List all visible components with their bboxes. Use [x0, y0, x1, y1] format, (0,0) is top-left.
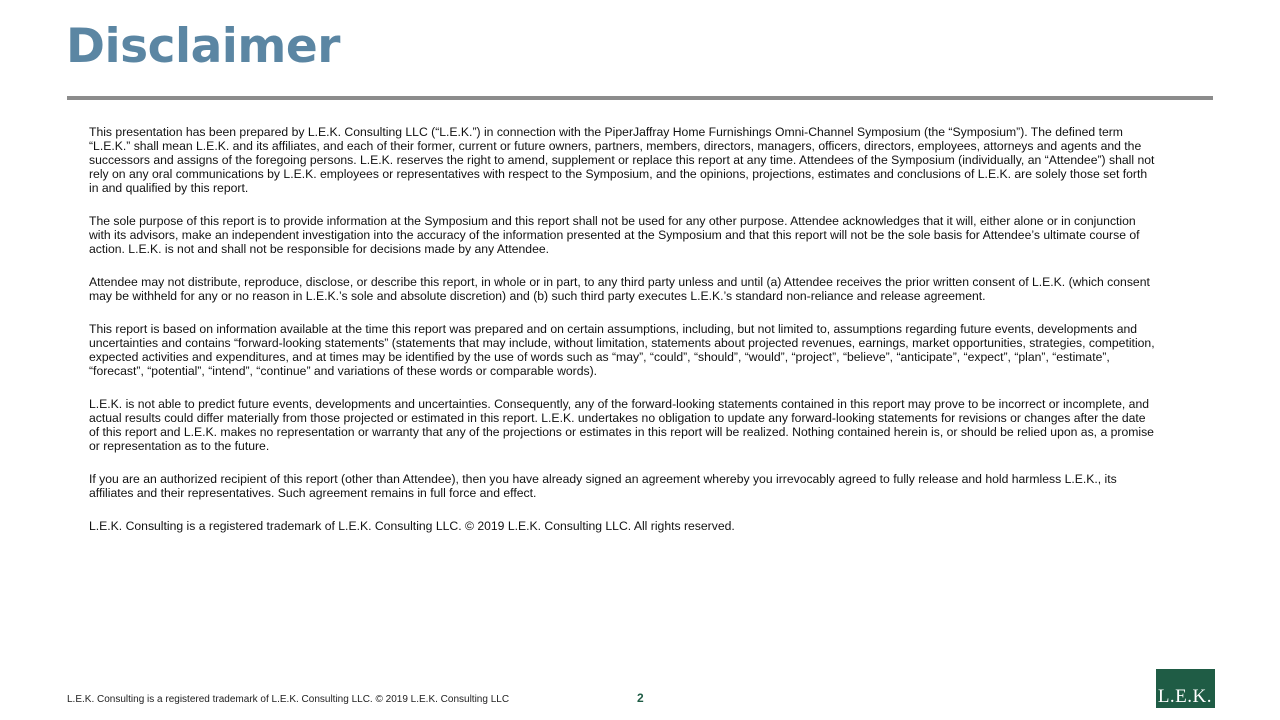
footer-trademark: L.E.K. Consulting is a registered trademark of L.E.K. Consulting LLC. © 2019 L.E.K. Consulting LLC — [67, 694, 510, 705]
disclaimer-paragraph: The sole purpose of this report is to provide information at the Symposium and this report shall not be used for any other purpose. Attendee acknowledges that it will, either alone or in conjunction with its advisors, make an independent investigation into the accuracy of the information presented at the Symposium and that this report will not be the sole basis for Attendee’s ultimate course of action. L.E.K. is not and shall not be responsible for decisions made by any Attendee. — [89, 214, 1140, 256]
disclaimer-paragraph: L.E.K. is not able to predict future events, developments and uncertainties. Consequently, any of the forward-looking statements contained in this report may prove to be incorrect or incomplete, and actual results could differ materially from those projected or estimated in this report. L.E.K. undertakes no obligation to update any forward-looking statements for revisions or changes after the date of this report and L.E.K. makes no representation or warranty that any of the projections or estimates in this report will be realized. Nothing contained herein is, or should be relied upon as, a promise or representation as to the future. — [89, 397, 1154, 453]
disclaimer-paragraph: This report is based on information available at the time this report was prepared and on certain assumptions, including, but not limited to, assumptions regarding future events, developments and uncertainties and contains “forward-looking statements” (statements that may include, without limitation, statements about projected revenues, earnings, market opportunities, strategies, competition, expected activities and expenditures, and at times may be identified by the use of words such as “may”, “could”, “should”, “would”, “project”, “believe”, “anticipate”, “expect”, “plan”, “estimate”, “forecast”, “potential”, “intend”, “continue” and variations of these words or comparable words). — [89, 322, 1155, 378]
disclaimer-paragraph: Attendee may not distribute, reproduce, disclose, or describe this report, in whole or in part, to any third party unless and until (a) Attendee receives the prior written consent of L.E.K. (which consent may be withheld for any or no reason in L.E.K.’s sole and absolute discretion) and (b) such third party executes L.E.K.’s standard non-reliance and release agreement. — [89, 275, 1150, 303]
disclaimer-body — [89, 125, 1159, 552]
trademark-paragraph: L.E.K. Consulting is a registered trademark of L.E.K. Consulting LLC. © 2019 L.E.K. Consulting LLC. All rights reserved. — [89, 519, 735, 533]
lek-logo — [1156, 669, 1215, 708]
slide-title: Disclaimer — [66, 19, 340, 74]
title-divider — [67, 96, 1213, 100]
page-number: 2 — [637, 691, 644, 705]
logo-text: L.E.K. — [1157, 686, 1212, 707]
disclaimer-paragraph: If you are an authorized recipient of this report (other than Attendee), then you have already signed an agreement whereby you irrevocably agreed to fully release and hold harmless L.E.K., its affiliates and their representatives. Such agreement remains in full force and effect. — [89, 472, 1117, 500]
disclaimer-paragraph: This presentation has been prepared by L.E.K. Consulting LLC (“L.E.K.”) in connection with the PiperJaffray Home Furnishings Omni-Channel Symposium (the “Symposium”). The defined term “L.E.K.” shall mean L.E.K. and its affiliates, and each of their former, current or future owners, partners, members, directors, managers, officers, directors, employees, attorneys and agents and the successors and assigns of the foregoing persons. L.E.K. reserves the right to amend, supplement or replace this report at any time. Attendees of the Symposium (individually, an “Attendee”) shall not rely on any oral communications by L.E.K. employees or representatives with respect to the Symposium, and the opinions, projections, estimates and conclusions of L.E.K. are solely those set forth in and qualified by this report. — [89, 125, 1155, 195]
